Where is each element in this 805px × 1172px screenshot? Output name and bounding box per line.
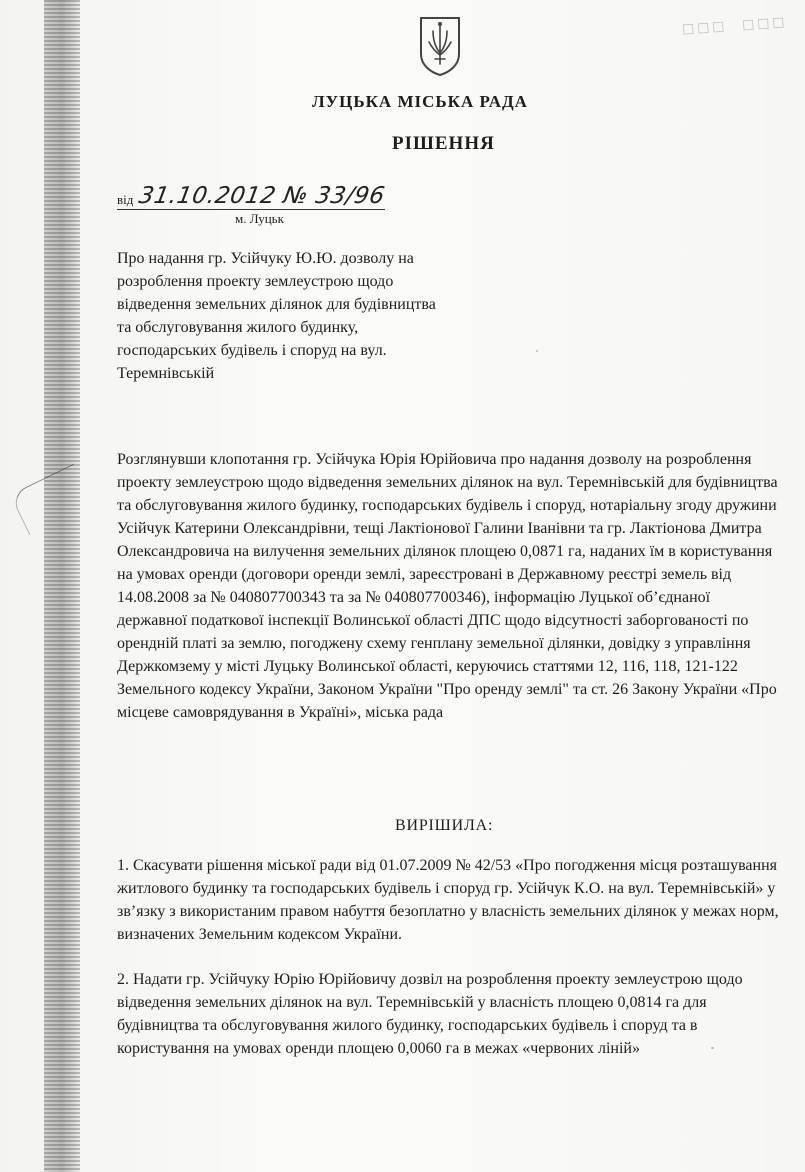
scan-binding-strip	[44, 0, 80, 1172]
document-subject: Про надання гр. Усійчуку Ю.Ю. дозволу на розроблення проекту землеустрою щодо відведення земельних ділянок для будівництва та обслуговування жилого будинку, господарських будівель і споруд на вул. Теремнівській	[117, 250, 436, 382]
document-type: РІШЕННЯ	[392, 133, 495, 154]
scan-speck	[711, 1047, 714, 1049]
date-prefix: від	[117, 192, 134, 207]
date-line	[117, 183, 388, 210]
decision-item-1: 1. Скасувати рішення міської ради від 01.07.2009 № 42/53 «Про погодження місця розташування житлового будинку та господарських будівель і споруд гр. Усійчук К.О. на вул. Теремнівській» у зв’язку з використаним правом набуття безоплатно у власність земельних ділянок у межах норм, визначених Земельним кодексом України.	[117, 857, 779, 943]
scan-speck	[536, 350, 538, 352]
decision-item-2: 2. Надати гр. Усійчуку Юрію Юрійовичу дозвіл на розроблення проекту землеустрою щодо відведення земельних ділянок на вул. Теремнівській у власність площею 0,0814 га для будівництва та обслуговування жилого будинку, господарських будівель і споруд та в користування на умовах оренди площею 0,0060 га в межах «червоних ліній»	[117, 971, 743, 1057]
date-number-block	[117, 185, 417, 227]
body-paragraph: Розглянувши клопотання гр. Усійчука Юрія Юрійовича про надання дозволу на розроблення проекту землеустрою щодо відведення земельних ділянок на вул. Теремнівській для будівництва та обслуговування жилого будинку, господарських будівель і споруд, нотаріальну згоду дружини Усійчук Катерини Олександрівни, тещі Лактіонової Галини Іванівни та гр. Лактіонова Дмитра Олександровича на вилучення земельних ділянок площею 0,0871 га, наданих їм в користування на умовах оренди (договори оренди землі, зареєстровані в Державному реєстрі земель від 14.08.2008 за № 040807700343 та за № 040807700346), інформацію Луцької об’єднаної державної податкової інспекції Волинської області ДПС щодо відсутності заборгованості по орендній платі за землю, погоджену схему генплану земельної ділянки, довідку з управління Держкомзему у місті Луцьку Волинської області, керуючись статтями 12, 116, 118, 121-122 Земельного кодексу України, Законом України "Про оренду землі" та ст. 26 Закону України «Про місцеве самоврядування в Україні», міська рада	[117, 451, 778, 721]
council-name: ЛУЦЬКА МІСЬКА РАДА	[312, 92, 528, 111]
faint-corner-stamp: ☐☐☐ ☐☐☐	[680, 8, 788, 40]
handwritten-date-number: 31.10.2012 № 33/96	[137, 183, 388, 209]
city-label: м. Луцьк	[235, 211, 284, 226]
coat-of-arms-icon	[418, 14, 462, 78]
decision-heading: ВИРІШИЛА:	[395, 817, 494, 834]
